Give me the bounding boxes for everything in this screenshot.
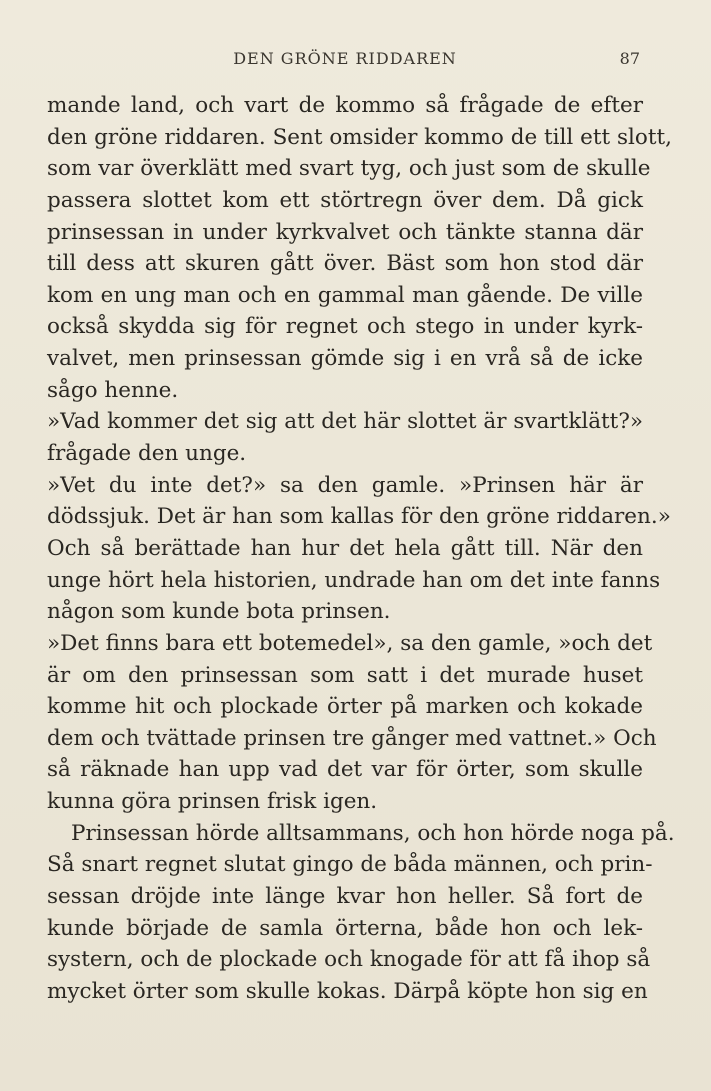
page-number: 87 [619,49,640,68]
text-line: den gröne riddaren. Sent omsider kommo de till ett slott, [47,124,672,150]
text-line: mande land, och vart de kommo så frågade de efter [47,93,643,118]
text-line: dem och tvättade prinsen tre gånger med vattnet.» Och [47,725,657,751]
text-line: till dess att skuren gått över. Bäst som hon stod där [47,251,643,277]
running-header [47,49,643,73]
text-line: Så snart regnet slutat gingo de båda männen, och prin- [47,852,653,878]
text-line: frågade den unge. [47,441,247,467]
text-line: komme hit och plockade örter på marken och kokade [47,694,643,720]
body-text [47,90,675,1008]
text-line: sessan dröjde inte länge kvar hon heller. Så fort de [47,884,643,910]
text-line: dödssjuk. Det är han som kallas för den gröne riddaren.» [47,504,671,530]
text-line: Prinsessan hörde alltsammans, och hon hörde noga på. [71,820,675,846]
text-line: passera slottet kom ett störtregn över dem. Då gick [47,187,643,213]
text-line: kunde började de samla örterna, både hon och lek- [47,915,643,941]
text-line: prinsessan in under kyrkvalvet och tänkte stanna där [47,219,643,245]
text-line: systern, och de plockade och knogade för att få ihop så [47,947,651,973]
text-line: mycket örter som skulle kokas. Därpå köpte hon sig en [47,978,648,1004]
text-line: unge hört hela historien, undrade han om det inte fanns [47,567,661,593]
text-line: Och så berättade han hur det hela gått till. När den [47,535,643,561]
text-line: som var överklätt med svart tyg, och just som de skulle [47,156,651,182]
text-line: sågo henne. [47,377,179,403]
text-line: kunna göra prinsen frisk igen. [47,789,378,815]
text-line: är om den prinsessan som satt i det murade huset [47,662,643,688]
text-line: »Det finns bara ett botemedel», sa den gamle, »och det [47,630,653,656]
running-title: DEN GRÖNE RIDDAREN [233,49,457,68]
text-line: någon som kunde bota prinsen. [47,599,391,625]
text-line: »Vad kommer det sig att det här slottet är svartklätt?» [47,409,643,435]
text-line: också skydda sig för regnet och stego in under kyrk- [47,314,643,340]
text-line: kom en ung man och en gammal man gående. De ville [47,282,643,308]
text-line: så räknade han upp vad det var för örter, som skulle [47,757,643,783]
text-line: valvet, men prinsessan gömde sig i en vrå så de icke [47,346,643,372]
text-line: »Vet du inte det?» sa den gamle. »Prinsen här är [47,472,643,498]
